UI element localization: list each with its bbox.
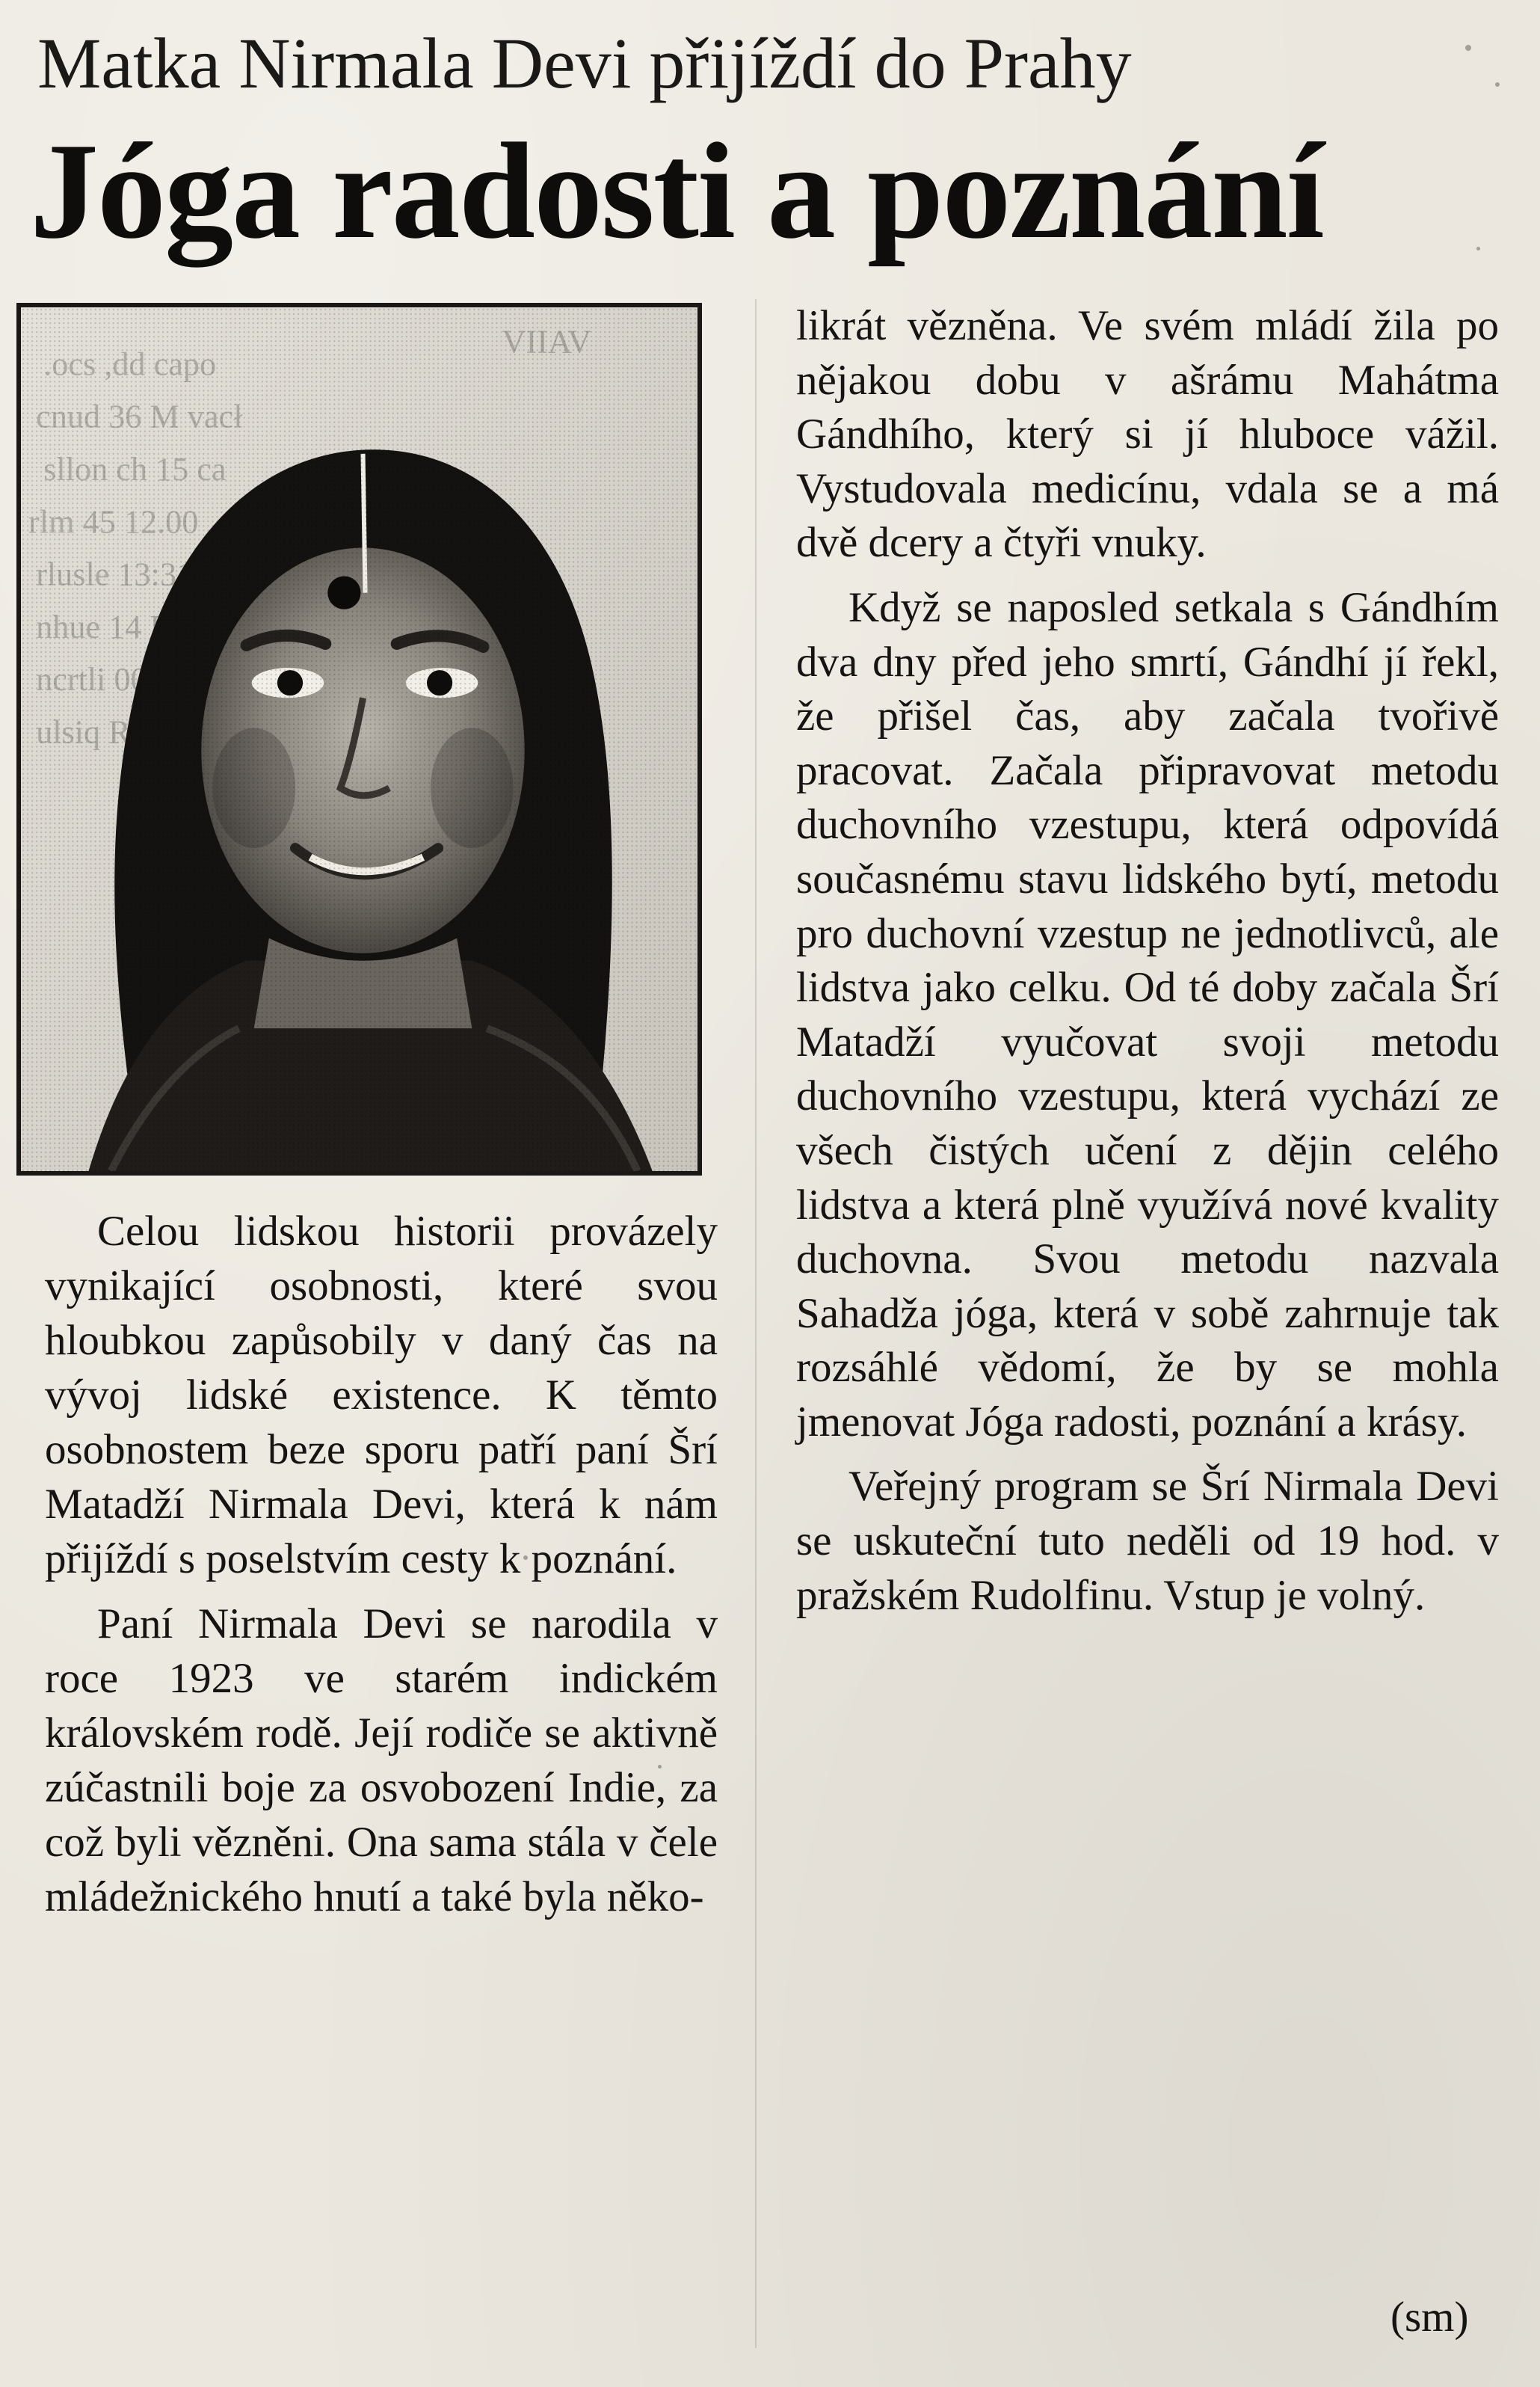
paragraph-biography: Paní Nirmala Devi se narodila v roce 1923 ve starém indickém královském rodě. Její rodiče se aktivně zúčastnili boje za osvobození Indie, za což byli vězněni. Ona sama stála v čele mládežnického hnutí a také byla něko- — [45, 1600, 718, 1920]
print-speck — [1476, 247, 1480, 251]
article-title: Jóga radosti a poznání — [30, 114, 1323, 267]
column-divider — [755, 299, 757, 2348]
print-speck — [523, 1555, 528, 1560]
print-speck — [1495, 82, 1500, 87]
author-signature: (sm) — [1390, 2294, 1469, 2341]
left-column — [45, 1204, 718, 1935]
print-speck — [658, 1765, 662, 1769]
print-speck — [1465, 45, 1471, 51]
paragraph-method: Když se naposled setkala s Gándhím dva dny před jeho smrtí, Gándhí jí řekl, že přišel čas, aby začala tvořivě pracovat. Začala připravovat metodu duchovního vzestupu, která odpovídá současnému stavu lidského bytí, metodu pro duchovní vzestup ne jednotlivců, ale lidstva jako celku. Od té doby začala Šrí Matadží vyučovat svoji metodu duchovního vzestupu, která vychází ze všech čistých učení z dějin celého lidstva a která plně využívá nové kvality duchovna. Svou metodu nazvala Sahadža jóga, která v sobě zahrnuje tak rozsáhlé vědomí, že by se mohla jmenovat Jóga radosti, poznání a krásy. — [796, 583, 1499, 1446]
article-subtitle: Matka Nirmala Devi přijíždí do Prahy — [37, 23, 1132, 103]
portrait-photo — [16, 303, 702, 1176]
paragraph-biography-continued: likrát vězněna. Ve svém mládí žila po nějakou dobu v ašrámu Mahátma Gándhího, který si jí hluboce vážil. Vystudovala medicínu, vdala se a má dvě dcery a čtyři vnuky. — [796, 302, 1499, 567]
portrait-photo-icon — [21, 307, 697, 1171]
paragraph-program: Veřejný program se Šrí Nirmala Devi se uskuteční tuto neděli od 19 hod. v pražském Rudolfinu. Vstup je volný. — [796, 1463, 1499, 1619]
right-column — [796, 299, 1499, 1633]
paragraph-intro: Celou lidskou historii provázely vynikající osobnosti, které svou hloubkou zapůsobily v daný čas na vývoj lidské existence. K těmto osobnostem beze sporu patří paní Šrí Matadží Nirmala Devi, která k nám přijíždí s poselstvím cesty k poznání. — [45, 1208, 718, 1582]
